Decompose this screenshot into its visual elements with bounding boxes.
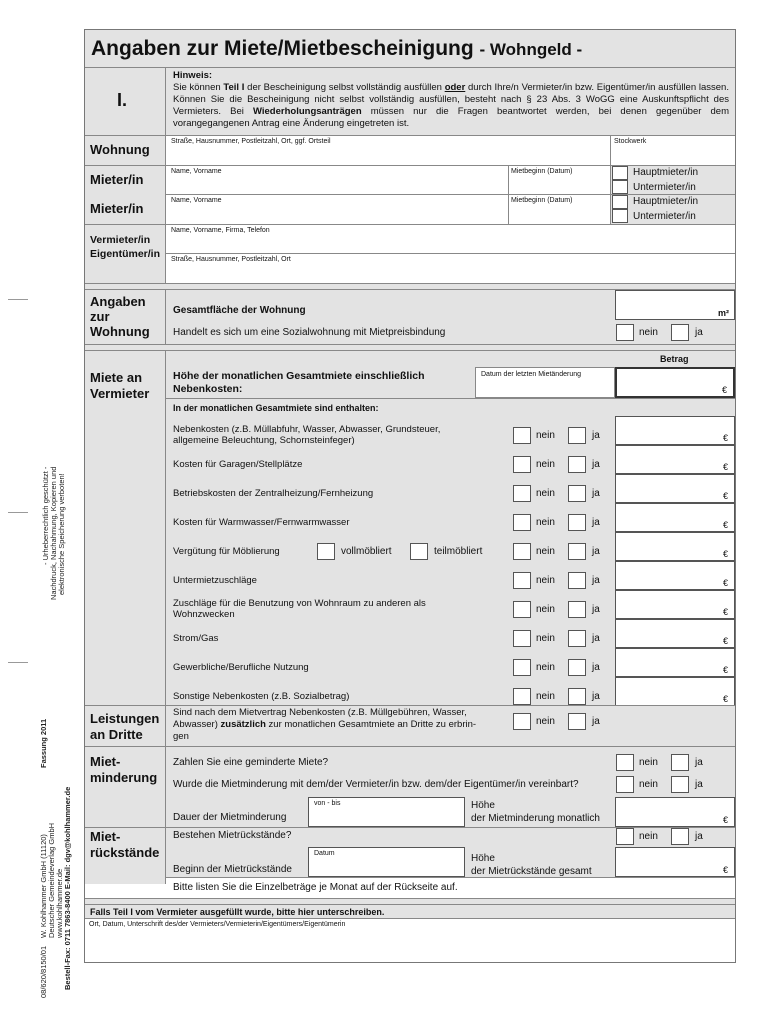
leistungen-text: Sind nach dem Mietvertrag Nebenkosten (z.B. Müllgebühren, Wasser, Abwasser) zusätzlich zur monatlichen Gesamtmiete an Dritte zu erbrin- gen	[173, 707, 477, 742]
form-frame: Angaben zur Miete/Mietbescheinigung - Wohngeld - I. Hinweis: Sie können Teil I der Bescheinigung selbst vollständig ausfüllen oder durch Ihre/n Vermieter/in bzw. Eigentümer/in ausfüllen lassen. Können Sie die Bescheinigung nicht selbst vollständig ausfüllen, besteht nach § 23 Abs. 3 WoGG eine Auskunftspflicht des Vermieters. Bei Wiederholungsanträgen müssen nur die Fragen beantwortet werden, bei denen gegenüber dem vorangegangenen Antrag eine Änderung eingetreten ist. Wohnung Straße, Hausnummer, Postleitzahl, Ort, ggf. Ortsteil Stockwerk Mieter/in Mieter/in Name, Vorname Mietbeginn (Datum) Hauptmieter/in Untermieter/in Name, Vorname Mietbeginn (Datum) Hauptmieter/in Untermieter/in Vermieter/in Eigentümer/in Name, Vorname, Firma, Telefon Straße, Hausnummer, Postleitzahl, Ort Angaben zur Wohnung Gesamtfläche der Wohnung m² Handelt es sich um eine Sozialwohnung mit Mietpreisbindung nein ja Miete an Vermieter Betrag Höhe der monatlichen Gesamtmiete einschließlich Nebenkosten: Datum der letzten Mietänderung € In der monatlichen Gesamtmiete sind enthalten: Nebenkosten (z.B. Müllabfuhr, Wasser, Abwasser, Grundsteuer, allgemeine Beleuchtung, Schornsteinfeger) nein ja € Kosten für Garagen/Stellplätze nein ja € Betriebskosten der Zentralheizung/Fernheizung nein ja € Kosten für Warmwasser/Fernwarmwasser nein ja € Vergütung für Möblierung vollmöbliert teilmöbliert nein ja € Untermietzuschläge nein ja € Zuschläge für die Benutzung von Wohnraum zu anderen als Wohnzwecken nein ja € Strom/Gas nein ja € Gewerbliche/Berufliche Nutzung nein ja € Sonstige Nebenkosten (z.B. Sozialbetrag) nein ja € Leistungen an Dritte Sind nach dem Mietvertrag Nebenkosten (z.B. Müllgebühren, Wasser, Abwasser) zusätzlich zur monatlichen Gesamtmiete an Dritte zu erbrin- gen nein ja Miet- minderung Zahlen Sie eine geminderte Miete? nein ja Wurde die Mietminderung mit dem/der Vermieter/in bzw. dem/der Eigentümer/in vereinbart? nein ja Dauer der Mietminderung von - bis Höhe der Mietminderung monatlich € Miet- rückstände Bestehen Mietrückstände? nein ja Beginn der Mietrückstände Datum Höhe der Mietrückstände gesamt € Bitte listen Sie die Einzelbeträge je Monat auf der Rückseite auf. Falls Teil I vom Vermieter ausgefüllt wurde, bitte hier unterschreiben. Ort, Datum, Unterschrift des/der Vermieters/Vermieterin/Eigentümers/Eigentümerin	[84, 29, 736, 963]
rueckstaende-start-label: Beginn der Mietrückstände	[173, 864, 292, 875]
signature-field[interactable]: Ort, Datum, Unterschrift des/der Vermieters/Vermieterin/Eigentümers/Eigentümerin	[89, 921, 346, 928]
rent-item-yes-label: ja	[592, 633, 600, 644]
form-number: 08/620/8150/01	[39, 945, 48, 998]
rent-item-amount-input[interactable]: €	[615, 561, 735, 590]
rueckstaende-date-field[interactable]: Datum	[308, 847, 465, 877]
rent-item-yes-label: ja	[592, 459, 600, 470]
minderung-q1-yes-checkbox[interactable]	[671, 754, 689, 771]
rent-item-no-label: nein	[536, 633, 555, 644]
betrag-header: Betrag	[660, 354, 689, 364]
rent-item-yes-label: ja	[592, 691, 600, 702]
rent-item-no-checkbox[interactable]	[513, 543, 531, 560]
rent-item-no-checkbox[interactable]	[513, 601, 531, 618]
rent-item-yes-checkbox[interactable]	[568, 456, 586, 473]
mieter-1-label: Mieter/in	[90, 172, 144, 187]
publisher-line-1: W. Kohlhammer GmbH (11120)	[39, 834, 48, 938]
rent-item-amount-input[interactable]: €	[615, 648, 735, 677]
minderung-duration-label: Dauer der Mietminderung	[173, 812, 287, 823]
mieter-1-opt1: Hauptmieter/in	[633, 167, 699, 178]
section-one-cell	[85, 68, 165, 135]
rueckstaende-yes-checkbox[interactable]	[671, 828, 689, 845]
rent-item-yes-checkbox[interactable]	[568, 543, 586, 560]
rent-item-amount-input[interactable]: €	[615, 445, 735, 474]
leistungen-no-checkbox[interactable]	[513, 713, 531, 730]
rent-item-no-label: nein	[536, 604, 555, 615]
furnish-full-label: vollmöbliert	[341, 546, 392, 557]
minderung-q2-no-checkbox[interactable]	[616, 776, 634, 793]
publisher-line-3: www.kohlhammer.de	[55, 868, 64, 938]
vermieter-name-field[interactable]: Name, Vorname, Firma, Telefon	[171, 227, 270, 234]
rent-item-yes-checkbox[interactable]	[568, 427, 586, 444]
leistungen-label: Leistungen an Dritte	[90, 711, 160, 742]
area-label: Gesamtfläche der Wohnung	[173, 305, 306, 316]
copyright-line-1: - Urheberrechtlich geschützt -	[41, 466, 50, 565]
area-input[interactable]: m²	[615, 290, 735, 320]
rent-item-label: Untermietzuschläge	[173, 575, 257, 586]
rent-item-yes-label: ja	[592, 575, 600, 586]
mieter-2-opt2: Untermieter/in	[633, 211, 696, 222]
minderung-amount-input[interactable]: €	[615, 797, 735, 827]
rent-item-no-checkbox[interactable]	[513, 456, 531, 473]
mieter-1-hauptmieter-checkbox[interactable]	[612, 166, 628, 180]
rent-item-yes-label: ja	[592, 546, 600, 557]
social-yes-checkbox[interactable]	[671, 324, 689, 341]
version-label: Fassung 2011	[39, 718, 48, 768]
wohnung-address-field[interactable]: Straße, Hausnummer, Postleitzahl, Ort, ggf. Ortsteil	[171, 138, 331, 145]
leistungen-yes-checkbox[interactable]	[568, 713, 586, 730]
rent-item-no-label: nein	[536, 691, 555, 702]
rent-item-amount-input[interactable]: €	[615, 532, 735, 561]
rueckstaende-amount-input[interactable]: €	[615, 847, 735, 877]
copyright-line-3: elektronische Speicherung verboten!	[57, 473, 66, 595]
rent-item-label: Strom/Gas	[173, 633, 219, 644]
rent-item-label: Betriebskosten der Zentralheizung/Fernheizung	[173, 488, 374, 499]
section-one-number: I.	[117, 90, 128, 110]
rent-item-no-checkbox[interactable]	[513, 572, 531, 589]
total-rent-input[interactable]: €	[615, 367, 735, 398]
angaben-label: Angaben zur Wohnung	[90, 294, 150, 339]
total-rent-label: Höhe der monatlichen Gesamtmiete einschließlich Nebenkosten:	[173, 370, 425, 395]
title-bar	[85, 30, 735, 67]
rent-item-label: Kosten für Garagen/Stellplätze	[173, 459, 303, 470]
furnish-part-checkbox[interactable]	[410, 543, 428, 560]
furnish-part-label: teilmöbliert	[434, 546, 483, 557]
minderung-q2-yes-checkbox[interactable]	[671, 776, 689, 793]
rent-item-amount-input[interactable]: €	[615, 619, 735, 648]
publisher-line-2: Deutscher Gemeindeverlag GmbH	[47, 822, 56, 938]
mieter-1-name-field[interactable]: Name, Vorname	[171, 168, 222, 175]
mieter-2-name-field[interactable]: Name, Vorname	[171, 197, 222, 204]
rueckstaende-note: Bitte listen Sie die Einzelbeträge je Monat auf der Rückseite auf.	[173, 882, 458, 893]
rent-item-no-label: nein	[536, 662, 555, 673]
hint-title: Hinweis:	[173, 70, 213, 81]
rueckstaende-amount-label: Höhe der Mietrückstände gesamt	[471, 853, 592, 877]
rent-item-amount-input[interactable]: €	[615, 474, 735, 503]
rent-item-no-label: nein	[536, 575, 555, 586]
vermieter-address-field[interactable]: Straße, Hausnummer, Postleitzahl, Ort	[171, 256, 291, 263]
minderung-q1-no-checkbox[interactable]	[616, 754, 634, 771]
minderung-label: Miet- minderung	[90, 754, 158, 785]
included-label: In der monatlichen Gesamtmiete sind enthalten:	[173, 403, 379, 413]
rueckstaende-q1: Bestehen Mietrückstände?	[173, 830, 292, 841]
rent-item-yes-label: ja	[592, 488, 600, 499]
copyright-line-2: Nachdruck, Nachahmung, Kopieren und	[49, 466, 58, 600]
rent-item-yes-checkbox[interactable]	[568, 572, 586, 589]
mieter-2-date-field[interactable]: Mietbeginn (Datum)	[511, 197, 573, 204]
rent-item-label: Vergütung für Möblierung	[173, 546, 280, 557]
minderung-q1: Zahlen Sie eine geminderte Miete?	[173, 757, 329, 768]
margin-mark	[8, 512, 28, 513]
wohnung-label: Wohnung	[90, 142, 150, 157]
rent-item-no-checkbox[interactable]	[513, 485, 531, 502]
mieter-2-label: Mieter/in	[90, 201, 144, 216]
rent-item-no-label: nein	[536, 430, 555, 441]
rent-item-label: Nebenkosten (z.B. Müllabfuhr, Wasser, Abwasser, Grundsteuer, allgemeine Beleuchtung, Schornsteinfeger)	[173, 424, 441, 446]
rent-item-yes-label: ja	[592, 430, 600, 441]
rent-item-yes-checkbox[interactable]	[568, 688, 586, 705]
rent-item-no-label: nein	[536, 488, 555, 499]
minderung-duration-field[interactable]: von - bis	[308, 797, 465, 827]
mieter-1-untermieter-checkbox[interactable]	[612, 180, 628, 194]
form-title: Angaben zur Miete/Mietbescheinigung - Wohngeld -	[91, 37, 583, 60]
order-fax: Bestell-Fax: 0711 7863-8400 E-Mail: dgv@kohlhammer.de	[63, 786, 72, 990]
mieter-1-date-field[interactable]: Mietbeginn (Datum)	[511, 168, 573, 175]
rent-item-no-checkbox[interactable]	[513, 688, 531, 705]
rent-item-amount-input[interactable]: €	[615, 590, 735, 619]
rent-item-label: Kosten für Warmwasser/Fernwarmwasser	[173, 517, 350, 528]
margin-mark	[8, 662, 28, 663]
rent-item-yes-label: ja	[592, 517, 600, 528]
rent-item-no-checkbox[interactable]	[513, 427, 531, 444]
rent-item-label: Sonstige Nebenkosten (z.B. Sozialbetrag)	[173, 691, 350, 702]
mieter-2-untermieter-checkbox[interactable]	[612, 209, 628, 223]
rent-item-no-label: nein	[536, 517, 555, 528]
signature-heading: Falls Teil I vom Vermieter ausgefüllt wurde, bitte hier unterschreiben.	[90, 907, 385, 917]
miete-label: Miete an Vermieter	[90, 370, 150, 401]
mieter-1-opt2: Untermieter/in	[633, 182, 696, 193]
rueckstaende-no-checkbox[interactable]	[616, 828, 634, 845]
rent-item-no-checkbox[interactable]	[513, 514, 531, 531]
rent-item-no-label: nein	[536, 459, 555, 470]
rent-item-amount-input[interactable]: €	[615, 416, 735, 445]
vermieter-label: Vermieter/in Eigentümer/in	[90, 234, 161, 260]
rent-item-no-checkbox[interactable]	[513, 659, 531, 676]
furnish-full-checkbox[interactable]	[317, 543, 335, 560]
wohnung-floor-field[interactable]: Stockwerk	[614, 138, 647, 145]
last-rent-change-date-field[interactable]: Datum der letzten Mietänderung	[475, 367, 615, 398]
rent-item-no-label: nein	[536, 546, 555, 557]
mieter-2-hauptmieter-checkbox[interactable]	[612, 195, 628, 209]
rent-item-yes-checkbox[interactable]	[568, 601, 586, 618]
rent-item-yes-label: ja	[592, 662, 600, 673]
rent-item-label: Gewerbliche/Berufliche Nutzung	[173, 662, 309, 673]
rent-item-yes-checkbox[interactable]	[568, 630, 586, 647]
rent-item-amount-input[interactable]: €	[615, 677, 735, 706]
social-no-checkbox[interactable]	[616, 324, 634, 341]
social-question: Handelt es sich um eine Sozialwohnung mit Mietpreisbindung	[173, 327, 446, 338]
minderung-q2: Wurde die Mietminderung mit dem/der Vermieter/in bzw. dem/der Eigentümer/in vereinbart?	[173, 779, 579, 790]
rent-item-yes-label: ja	[592, 604, 600, 615]
rent-item-yes-checkbox[interactable]	[568, 659, 586, 676]
rent-item-yes-checkbox[interactable]	[568, 514, 586, 531]
mieter-2-opt1: Hauptmieter/in	[633, 196, 699, 207]
rent-item-amount-input[interactable]: €	[615, 503, 735, 532]
rent-item-label: Zuschläge für die Benutzung von Wohnraum zu anderen als Wohnzwecken	[173, 598, 426, 620]
rent-item-no-checkbox[interactable]	[513, 630, 531, 647]
margin-mark	[8, 299, 28, 300]
rent-item-yes-checkbox[interactable]	[568, 485, 586, 502]
section-one-hint: Hinweis: Sie können Teil I der Bescheinigung selbst vollständig ausfüllen oder durch Ihre/n Vermieter/in bzw. Eigentümer/in ausfüllen lassen. Können Sie die Bescheinigung nicht selbst vollständig ausfüllen, besteht nach § 23 Abs. 3 WoGG eine Auskunftspflicht des Vermieters. Bei Wiederholungsanträgen müssen nur die Fragen beantwortet werden, bei denen gegenüber dem vorangegangenen Antrag eine Änderung eingetreten ist.	[173, 70, 729, 129]
minderung-amount-label: Höhe der Mietminderung monatlich	[471, 800, 600, 824]
rueckstaende-label: Miet- rückstände	[90, 829, 160, 860]
